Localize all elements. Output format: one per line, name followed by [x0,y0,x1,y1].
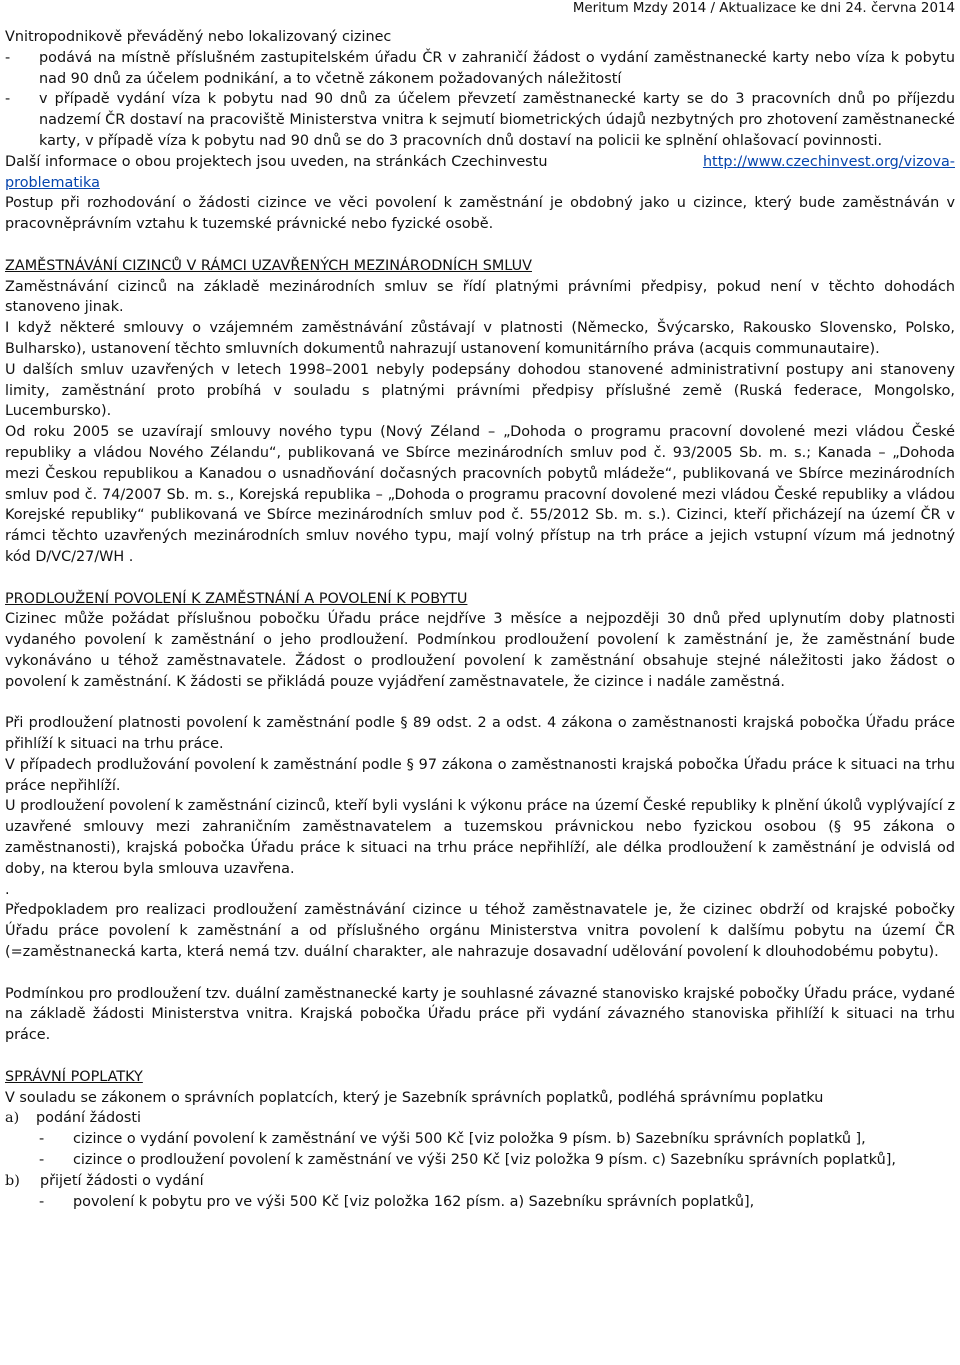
item-label: podání žádosti [36,1110,142,1127]
item-label: přijetí žádosti o vydání [40,1172,204,1189]
czechinvest-link-part1[interactable]: http://www.czechinvest.org/vizova- [702,153,955,170]
procedure-paragraph: Postup při rozhodování o žádosti cizince ve věci povolení k zaměstnání je obdobný jako u cizince, který bude zaměstnáván v pracovněprávním vztahu k tuzemské právnické nebo fyzické osobě. [5,195,955,233]
subitem-text: cizince o vydání povolení k zaměstnání ve výši 500 Kč [viz položka 9 písm. b) Sazebníku správních poplatků ], [73,1131,866,1148]
czechinvest-link-part2[interactable]: problematika [5,174,100,191]
dash-mark: - [39,1152,45,1169]
extension-paragraph-1: Cizinec může požádat příslušnou pobočku Úřadu práce nejdříve 3 měsíce a nejpozději 30 dnů před uplynutím doby platnosti vydaného povolení k zaměstnání o jeho prodloužení. Podmínkou prodloužení povolení k zaměstnání je, že zaměstnání bude vykonáváno u téhož zaměstnavatele. Žádost o prodloužení povolení k zaměstnání obsahuje stejné náležitosti jako žádost o povolení k zaměstnání. K žádosti se přikládá pouze vyjádření zaměstnavatele, že cizince i nadále zaměstná. [5,611,955,690]
fees-heading: SPRÁVNÍ POPLATKY [5,1068,143,1085]
extension-paragraph-3: V případech prodlužování povolení k zaměstnání podle § 97 zákona o zaměstnanosti krajská pobočka Úřadu práce k situaci na trhu práce nepřihlíží. [5,756,955,794]
item-marker: b) [5,1172,20,1189]
dash-mark: - [39,1131,45,1148]
stray-dot: . [5,881,10,898]
item-marker: a) [5,1110,20,1127]
subitem-text: povolení k pobytu pro ve výši 500 Kč [viz položka 162 písm. a) Sazebníku správních poplatků], [73,1193,755,1210]
intro-item-1 [5,48,955,90]
treaties-paragraph-4: Od roku 2005 se uzavírají smlouvy nového typu (Nový Zéland – „Dohoda o programu pracovní dovolené mezi vládou České republiky a vládou Nového Zélandu“, publikovaná ve Sbírce mezinárodních smluv pod č. 93/2005 Sb. m. s.; Kanada – „Dohoda mezi Českou republikou a Kanadou o usnadňování dočasných pracovních pobytů mládeže“, publikovaná ve Sbírce mezinárodních smluv pod č. 74/2007 Sb. m. s., Korejská republika – „Dohoda o programu pracovní dovolené mezi vládou České republiky a vládou Korejské republiky“ publikovaná ve Sbírce mezinárodních smluv pod č. 55/2012 Sb. m. s.). Cizinci, kteří přicházejí na území ČR v rámci těchto uzavřených mezinárodních smluv nového typu, mají volný přístup na trh práce a jejich vstupní vízum má jednotný kód D/VC/27/WH . [5,424,955,565]
treaties-paragraph-2: I když některé smlouvy o vzájemném zaměstnávání zůstávají v platnosti (Německo, Švýcarsko, Rakousko Slovensko, Polsko, Bulharsko), ustanovení těchto smluvních dokumentů nahrazují ustanovení komunitárního práva (acquis communautaire). [5,320,955,357]
extension-paragraph-6: Podmínkou pro prodloužení tzv. duální zaměstnanecké karty je souhlasné závazné stanovisko krajské pobočky Úřadu práce, vydané na základě žádosti Ministerstva vnitra. Krajská pobočka Úřadu práce při vydání závazného stanoviska přihlíží k situaci na trhu práce. [5,985,955,1044]
fees-b-subitem-1 [39,1192,955,1213]
intro-item-text: v případě vydání víza k pobytu nad 90 dnů za účelem převzetí zaměstnanecké karty se do 3 pracovních dnů po příjezdu nadzemí ČR dostaví na pracoviště Ministerstva vnitra k sejmutí biometrických údajů nezbytných pro zhotovení zaměstnanecké karty, v případě víza k pobytu nad 90 dnů se do 3 pracovních dnů dostaví na policii ke splnění ohlašovací povinnosti. [39,91,955,149]
dash-mark: - [5,91,11,108]
running-header: Meritum Mzdy 2014 / Aktualizace ke dni 24. června 2014 [572,1,955,16]
more-info-text: Další informace o obou projektech jsou uveden, na stránkách Czechinvestu [5,153,548,170]
treaties-paragraph-1: Zaměstnávání cizinců na základě mezinárodních smluv se řídí platnými právními předpisy, pokud není v těchto dohodách stanoveno jinak. [5,278,955,316]
treaties-paragraph-3: U dalších smluv uzavřených v letech 1998–2001 nebyly podepsány dohodou stanovené administrativní postupy ani stanoveny limity, zaměstnání proto probíhá v souladu s platnými právními předpisy příslušné země (Ruská federace, Mongolsko, Lucembursko). [5,361,955,420]
intro-item-text: podává na místně příslušném zastupitelském úřadu ČR v zahraničí žádost o vydání zaměstnanecké karty nebo víza k pobytu nad 90 dnů za účelem podnikání, a to včetně zákonem požadovaných náležitostí [39,49,955,87]
dash-mark: - [5,49,11,66]
extension-paragraph-2: Při prodloužení platnosti povolení k zaměstnání podle § 89 odst. 2 a odst. 4 zákona o zaměstnanosti krajská pobočka Úřadu práce přihlíží k situaci na trhu práce. [5,715,955,753]
subitem-text: cizince o prodloužení povolení k zaměstnání ve výši 250 Kč [viz položka 9 písm. c) Sazebníku správních poplatků], [73,1152,896,1169]
fees-b-sublist [5,1192,955,1213]
more-info-line [5,152,955,173]
fees-a-sublist [5,1129,955,1171]
intro-item-2 [5,89,955,151]
fees-a-subitem-2 [39,1150,955,1171]
extension-paragraph-4: U prodloužení povolení k zaměstnání cizinců, kteří byli vysláni k výkonu práce na území České republiky k plnění úkolů vyplývající z uzavřené smlouvy mezi zahraničním zaměstnavatelem a tuzemskou právnickou nebo fyzickou osobou (§ 95 zákona o zaměstnanosti), krajská pobočka Úřadu práce k situaci na trhu práce nepřihlíží, ale délka prodloužení k zaměstnání je odvislá od doby, na kterou byla smlouva uzavřena. [5,798,955,877]
fees-a-subitem-1 [39,1129,955,1150]
fees-intro: V souladu se zákonem o správních poplatcích, který je Sazebník správních poplatků, podléhá správnímu poplatku [5,1089,824,1106]
treaties-heading: ZAMĚSTNÁVÁNÍ CIZINCŮ V RÁMCI UZAVŘENÝCH MEZINÁRODNÍCH SMLUV [5,257,532,274]
dash-mark: - [39,1193,45,1210]
intro-title: Vnitropodnikově převáděný nebo lokalizovaný cizinec [5,29,392,45]
fees-item-a [5,1108,955,1129]
link-continuation-line [5,173,955,194]
extension-paragraph-5: Předpokladem pro realizaci prodloužení zaměstnávání cizince u téhož zaměstnavatele je, že cizinec obdrží od krajské pobočky Úřadu práce povolení k zaměstnání a od příslušného orgánu Ministerstva vnitra povolení k dalšímu pobytu na území ČR (=zaměstnanecká karta, která nemá tzv. duální charakter, ale nahrazuje dosavadní udělování povolení k dlouhodobému pobytu). [5,902,955,961]
extension-heading: PRODLOUŽENÍ POVOLENÍ K ZAMĚSTNÁNÍ A POVOLENÍ K POBYTU [5,590,468,607]
fees-item-b [5,1171,955,1192]
document-page [5,0,955,1212]
